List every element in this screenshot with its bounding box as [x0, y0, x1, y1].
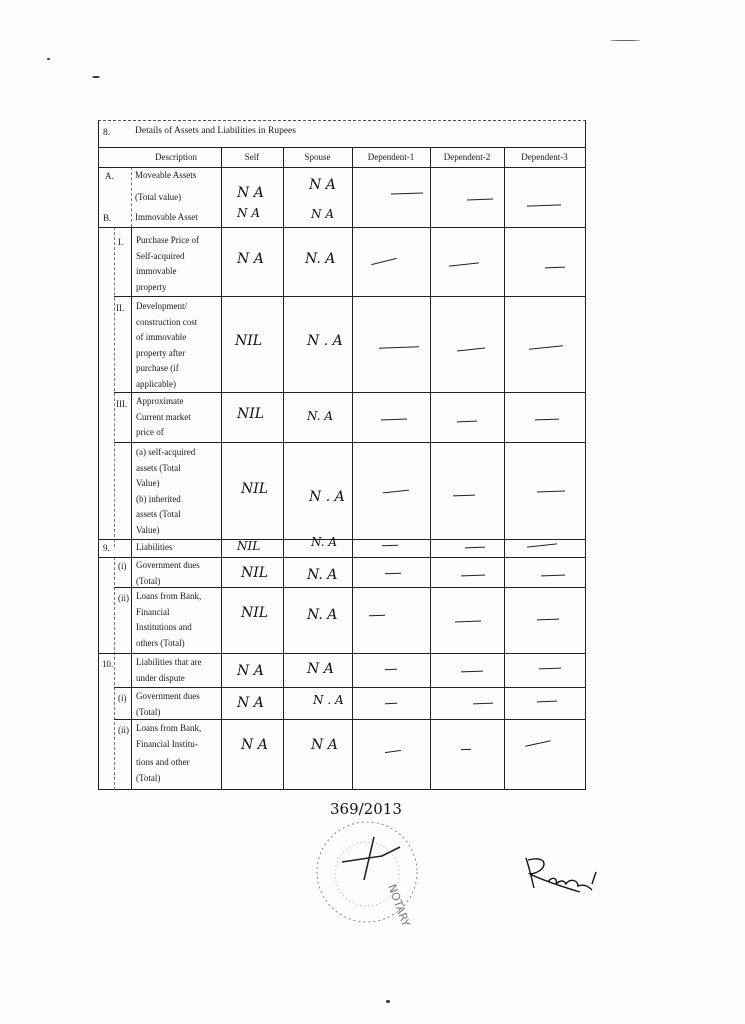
sub-index-divider	[114, 557, 115, 790]
spouse-entry: N A	[311, 737, 338, 753]
desc-line: Liabilities that are	[136, 657, 202, 667]
desc-line: Financial Institu-	[136, 738, 198, 749]
row-desc-liabilities	[136, 540, 173, 556]
desc-line: Development/	[136, 301, 187, 311]
blank-dash	[455, 621, 481, 623]
spouse-entry: N A	[311, 207, 334, 221]
scan-speck	[47, 58, 50, 60]
blank-dash	[461, 749, 471, 750]
row-index-10-i: (i)	[118, 693, 127, 703]
blank-dash	[461, 671, 483, 673]
row-index-b: B.	[103, 213, 112, 223]
blank-dash	[537, 491, 565, 493]
self-entry: N A	[241, 737, 268, 753]
desc-line: under dispute	[136, 672, 185, 683]
column-header-dependent-2: Dependent-2	[443, 152, 491, 162]
row-desc-immovable	[135, 210, 198, 226]
self-entry: NIL	[237, 406, 265, 422]
desc-line: (a) self-acquired	[136, 447, 196, 457]
blank-dash	[385, 573, 401, 575]
desc-line: Institutions and	[136, 622, 192, 632]
self-entry: NIL	[241, 565, 269, 581]
blank-dash	[473, 703, 493, 705]
desc-line: Government dues	[136, 691, 200, 701]
desc-line: Moveable Assets	[135, 170, 197, 180]
spouse-entry: N. A	[307, 607, 338, 623]
blank-dash	[391, 192, 423, 194]
row-desc-disputed-bank-loans	[136, 721, 201, 786]
self-entry: N A	[237, 185, 264, 201]
row-index-iii: III.	[116, 399, 128, 409]
column-divider	[430, 147, 431, 790]
notary-seal-graphic	[312, 802, 422, 927]
row-divider	[114, 296, 585, 297]
desc-line: Value)	[136, 478, 160, 488]
spouse-entry: N A	[309, 177, 336, 193]
blank-dash	[453, 495, 475, 497]
section-heading	[99, 121, 585, 148]
blank-dash	[467, 199, 493, 201]
svg-text:NOTARY: NOTARY	[385, 882, 413, 927]
desc-line: Value)	[136, 524, 160, 535]
sub-index-divider	[114, 227, 115, 547]
row-divider	[99, 653, 585, 654]
row-desc-bank-loans	[136, 589, 201, 651]
blank-dash	[525, 740, 551, 746]
row-divider	[99, 227, 585, 228]
section-title: Details of Assets and Liabilities in Rupees	[135, 126, 296, 136]
blank-dash	[541, 575, 565, 577]
desc-line: others (Total)	[136, 637, 185, 648]
desc-line: property after	[136, 347, 186, 358]
blank-dash	[371, 258, 396, 265]
self-entry: NIL	[241, 481, 269, 497]
blank-dash	[381, 419, 407, 421]
desc-line: price of	[136, 427, 164, 437]
index-divider	[131, 167, 132, 227]
blank-dash	[382, 545, 398, 547]
desc-line: (Total value)	[135, 191, 182, 202]
desc-line: property	[136, 281, 167, 292]
spouse-entry: N. A	[307, 567, 338, 583]
desc-line: of immovable	[136, 332, 187, 342]
blank-dash	[537, 701, 557, 703]
spouse-entry: N . A	[307, 333, 343, 349]
desc-line: (b) inherited	[136, 493, 181, 504]
desc-line: assets (Total	[136, 509, 181, 519]
row-index-9: 9.	[103, 543, 110, 553]
desc-line: Approximate	[136, 396, 184, 406]
self-entry: NIL	[241, 605, 269, 621]
column-divider	[504, 147, 505, 790]
blank-dash	[457, 421, 477, 423]
row-desc-govt-dues	[136, 558, 200, 589]
self-entry: NIL	[235, 333, 263, 349]
blank-dash	[465, 547, 485, 549]
signature-scrawl	[520, 850, 620, 900]
column-header-self: Self	[244, 152, 260, 162]
row-index-ii: II.	[116, 303, 125, 313]
column-header-dependent-1: Dependent-1	[367, 152, 415, 162]
desc-line: Government dues	[136, 560, 200, 570]
desc-line: (Total)	[136, 706, 161, 717]
scan-speck	[610, 40, 640, 41]
signature	[520, 850, 620, 905]
blank-dash	[457, 348, 485, 352]
section-number: 8.	[103, 128, 111, 138]
desc-line: Liabilities	[136, 542, 173, 552]
blank-dash	[385, 703, 397, 704]
desc-line: Self-acquired	[136, 250, 185, 261]
blank-dash	[385, 750, 401, 753]
blank-dash	[379, 346, 419, 348]
row-divider	[114, 392, 585, 393]
desc-line: immovable	[136, 266, 177, 276]
row-index-10-ii: (ii)	[118, 725, 129, 735]
blank-dash	[527, 204, 561, 206]
desc-line: tions and other	[136, 757, 190, 767]
blank-dash	[529, 345, 563, 350]
blank-dash	[527, 543, 557, 547]
row-divider	[114, 687, 585, 688]
blank-dash	[539, 668, 561, 670]
row-desc-disputed-liabilities	[136, 655, 201, 686]
desc-line: construction cost	[136, 316, 198, 327]
spouse-entry: N . A	[309, 489, 345, 505]
blank-dash	[537, 619, 559, 621]
row-desc-moveable	[135, 168, 196, 205]
row-desc-purchase-price	[136, 233, 199, 295]
blank-dash	[383, 490, 409, 494]
desc-line: Loans from Bank,	[136, 723, 202, 733]
column-divider	[283, 147, 284, 790]
row-index-9-ii: (ii)	[118, 593, 129, 603]
self-entry: NIL	[237, 539, 261, 553]
self-entry: N A	[237, 251, 264, 267]
blank-dash	[545, 267, 565, 269]
desc-line: purchase (if	[136, 363, 179, 373]
stamp-handwritten-number: 369/2013	[330, 800, 402, 818]
row-index-9-i: (i)	[118, 561, 127, 571]
desc-line: Financial	[136, 606, 170, 617]
desc-line: Current market	[136, 411, 191, 422]
column-divider	[352, 147, 353, 790]
desc-line: (Total)	[136, 575, 161, 586]
spouse-entry: N. A	[307, 409, 334, 423]
desc-line: (Total)	[136, 772, 161, 783]
blank-dash	[535, 419, 559, 421]
self-entry: N A	[237, 695, 264, 711]
blank-dash	[369, 615, 385, 617]
row-desc-market-price	[136, 394, 191, 441]
spouse-entry: N A	[307, 661, 334, 677]
column-divider	[221, 147, 222, 790]
column-header-dependent-3: Dependent-3	[521, 152, 568, 162]
index-divider	[131, 227, 132, 790]
scan-speck	[386, 1000, 390, 1003]
spouse-entry: N . A	[313, 693, 344, 707]
column-header-description: Description	[155, 152, 197, 162]
row-desc-self-inherited	[136, 445, 195, 538]
desc-line: assets (Total	[136, 462, 181, 473]
row-index-i: I.	[118, 237, 124, 247]
scan-speck	[92, 76, 100, 78]
desc-line: Immovable Asset	[135, 212, 198, 222]
blank-dash	[449, 262, 479, 266]
column-header-spouse: Spouse	[304, 152, 331, 162]
self-entry: N A	[237, 206, 260, 220]
notary-stamp	[312, 802, 422, 927]
row-divider	[114, 442, 585, 443]
row-index-10: 10.	[102, 659, 114, 669]
desc-line: Purchase Price of	[136, 235, 199, 245]
desc-line: applicable)	[136, 378, 176, 389]
spouse-entry: N. A	[305, 251, 336, 267]
row-index-a: A.	[105, 171, 114, 181]
spouse-entry: N. A	[311, 535, 338, 549]
row-desc-disputed-govt-dues	[136, 689, 200, 720]
assets-liabilities-table	[98, 120, 586, 790]
desc-line: Loans from Bank,	[136, 591, 202, 601]
blank-dash	[385, 669, 397, 670]
row-desc-development-cost	[136, 299, 197, 392]
blank-dash	[461, 575, 485, 577]
self-entry: N A	[237, 663, 264, 679]
